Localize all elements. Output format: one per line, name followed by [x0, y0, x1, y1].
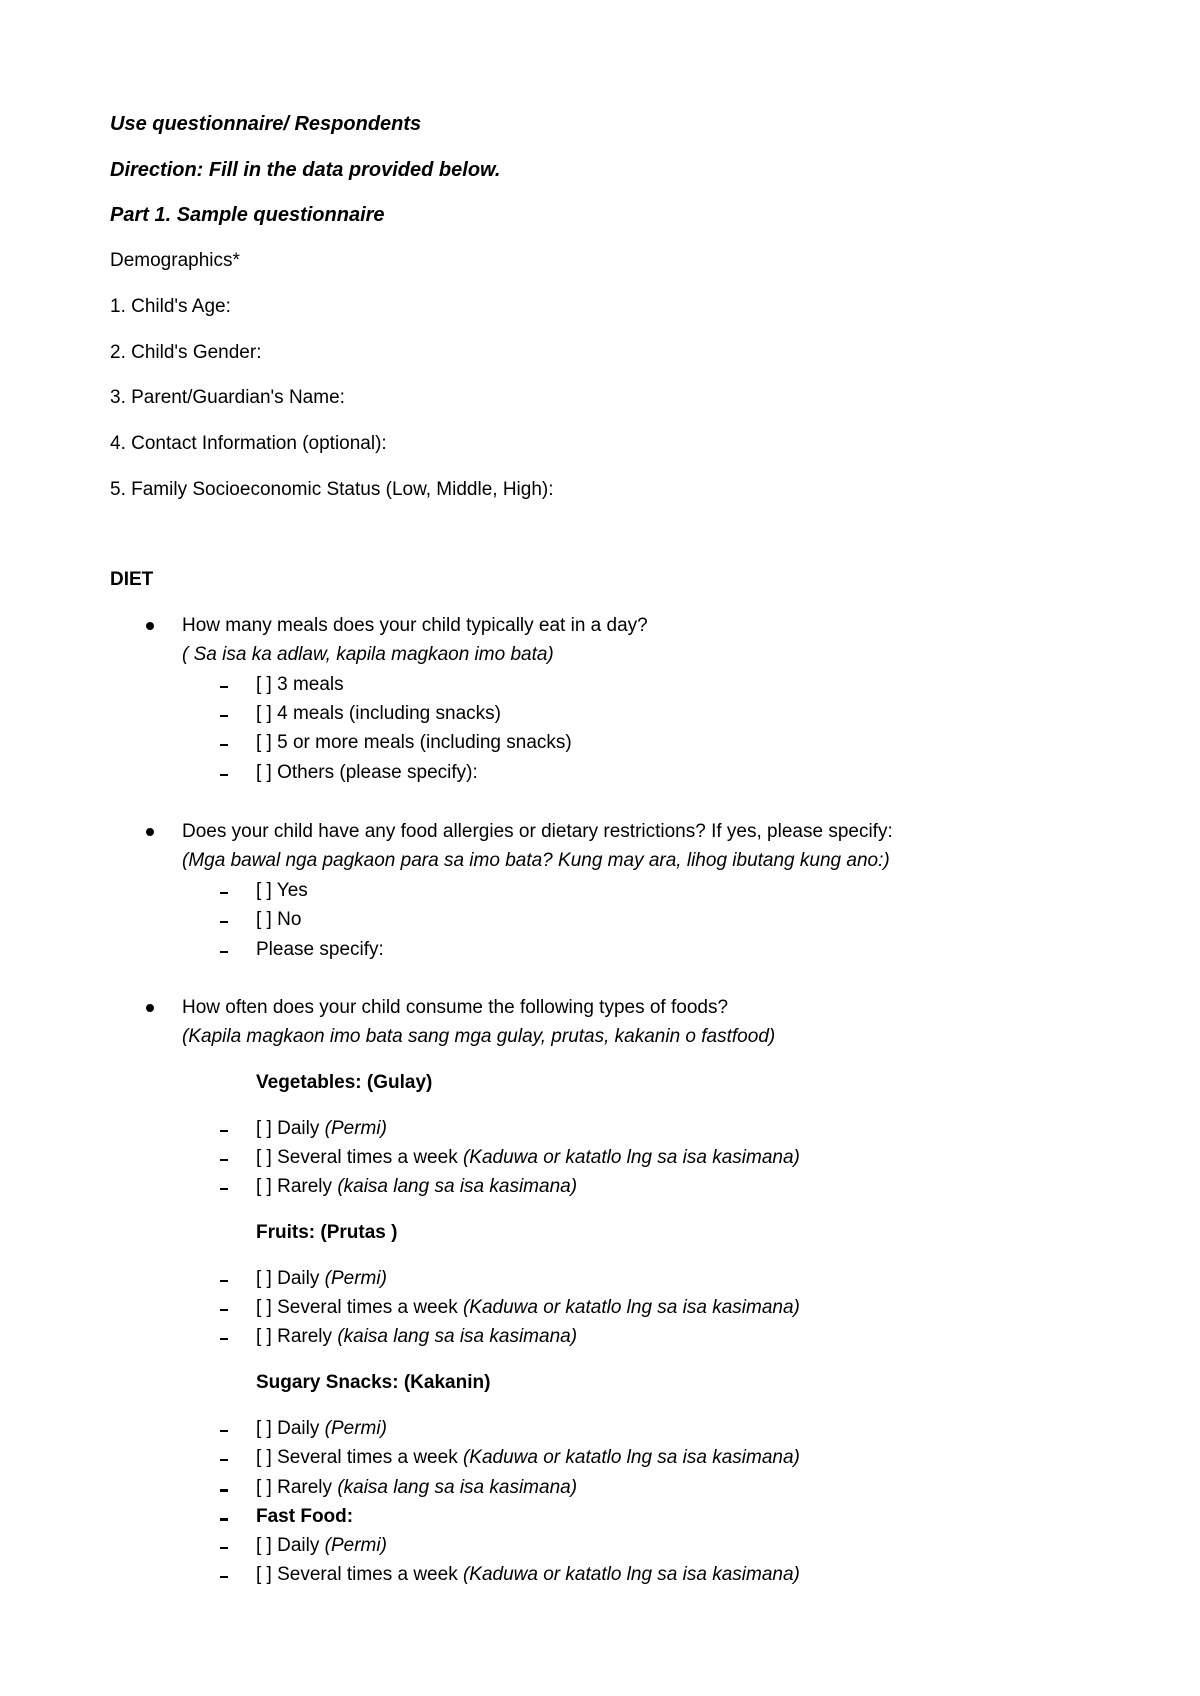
- option-translation: (kaisa lang sa isa kasimana): [337, 1326, 578, 1347]
- demographics-item: 3. Parent/Guardian's Name:: [110, 387, 345, 408]
- option-text: [ ] 3 meals: [256, 674, 344, 695]
- question-translation: (Kapila magkaon imo bata sang mga gulay, prutas, kakanin o fastfood): [182, 1026, 776, 1047]
- frequency-option: [256, 1296, 800, 1320]
- option-text: [ ] Several times a week: [256, 1447, 463, 1468]
- food-category-heading: Fruits: (Prutas ): [256, 1222, 398, 1243]
- dash-icon: [220, 1280, 228, 1282]
- dash-icon: [220, 1338, 228, 1340]
- option-text: [ ] Daily: [256, 1118, 325, 1139]
- dash-icon: [220, 951, 228, 953]
- option-translation: (Kaduwa or katatlo lng sa isa kasimana): [462, 1147, 800, 1168]
- diet-heading: DIET: [110, 569, 154, 590]
- food-category-heading: Vegetables: (Gulay): [256, 1072, 433, 1093]
- dash-icon: [220, 1518, 228, 1521]
- frequency-option: [256, 1146, 800, 1170]
- frequency-option: [256, 1117, 387, 1141]
- frequency-option: [256, 1417, 387, 1441]
- dash-icon: [220, 715, 228, 717]
- frequency-option: [256, 1476, 577, 1500]
- option-text: [ ] Daily: [256, 1535, 325, 1556]
- dash-icon: [220, 1159, 228, 1161]
- question-text: Does your child have any food allergies or dietary restrictions? If yes, please specify:: [182, 821, 893, 842]
- dash-icon: [220, 892, 228, 894]
- food-category-heading: Sugary Snacks: (Kakanin): [256, 1372, 491, 1393]
- dash-icon: [220, 686, 228, 688]
- demographics-item: 1. Child's Age:: [110, 296, 231, 317]
- question-text: How often does your child consume the following types of foods?: [182, 997, 729, 1018]
- dash-icon: [220, 921, 228, 923]
- option-text: Please specify:: [256, 939, 384, 960]
- document-title: Use questionnaire/ Respondents: [110, 113, 422, 135]
- bullet-icon: [146, 828, 154, 836]
- part-heading: Part 1. Sample questionnaire: [110, 204, 385, 226]
- demographics-heading: Demographics*: [110, 250, 240, 271]
- dash-icon: [220, 1430, 228, 1432]
- option-translation: (kaisa lang sa isa kasimana): [337, 1477, 578, 1498]
- question-text: How many meals does your child typically eat in a day?: [182, 615, 648, 636]
- bullet-icon: [146, 622, 154, 630]
- option-translation: (Permi): [324, 1418, 387, 1439]
- option-text: [ ] Rarely: [256, 1326, 338, 1347]
- option-text: [ ] Daily: [256, 1268, 325, 1289]
- demographics-item: 4. Contact Information (optional):: [110, 433, 387, 454]
- frequency-option: [256, 1534, 387, 1558]
- dash-icon: [220, 1130, 228, 1132]
- frequency-option: [256, 1446, 800, 1470]
- question-translation: (Mga bawal nga pagkaon para sa imo bata? Kung may ara, lihog ibutang kung ano:): [182, 850, 890, 871]
- option-text: [ ] Several times a week: [256, 1564, 463, 1585]
- dash-icon: [220, 774, 228, 776]
- option-translation: (Permi): [324, 1535, 387, 1556]
- option-text: [ ] Yes: [256, 880, 308, 901]
- option-text: [ ] Several times a week: [256, 1297, 463, 1318]
- bullet-icon: [146, 1004, 154, 1012]
- dash-icon: [220, 1489, 228, 1492]
- direction-text: Direction: Fill in the data provided below.: [110, 159, 501, 181]
- option-translation: (Permi): [324, 1118, 387, 1139]
- demographics-item: 5. Family Socioeconomic Status (Low, Middle, High):: [110, 479, 554, 500]
- option-text: [ ] Rarely: [256, 1477, 338, 1498]
- dash-icon: [220, 1309, 228, 1311]
- frequency-option: [256, 1175, 577, 1199]
- option-text: [ ] Rarely: [256, 1176, 338, 1197]
- option-translation: (Permi): [324, 1268, 387, 1289]
- frequency-option: [256, 1563, 800, 1587]
- option-text: [ ] Several times a week: [256, 1147, 463, 1168]
- option-text: [ ] 4 meals (including snacks): [256, 703, 501, 724]
- option-text: [ ] Daily: [256, 1418, 325, 1439]
- option-translation: (Kaduwa or katatlo lng sa isa kasimana): [462, 1297, 800, 1318]
- option-translation: (Kaduwa or katatlo lng sa isa kasimana): [462, 1564, 800, 1585]
- demographics-item: 2. Child's Gender:: [110, 342, 262, 363]
- food-category-heading: Fast Food:: [256, 1506, 354, 1527]
- frequency-option: [256, 1325, 577, 1349]
- dash-icon: [220, 1188, 228, 1190]
- dash-icon: [220, 744, 228, 746]
- dash-icon: [220, 1576, 228, 1578]
- option-text: [ ] 5 or more meals (including snacks): [256, 732, 572, 753]
- question-translation: ( Sa isa ka adlaw, kapila magkaon imo bata): [182, 644, 554, 665]
- dash-icon: [220, 1547, 228, 1549]
- option-translation: (kaisa lang sa isa kasimana): [337, 1176, 578, 1197]
- option-text: [ ] No: [256, 909, 302, 930]
- option-translation: (Kaduwa or katatlo lng sa isa kasimana): [462, 1447, 800, 1468]
- frequency-option: [256, 1267, 387, 1291]
- dash-icon: [220, 1459, 228, 1461]
- option-text: [ ] Others (please specify):: [256, 762, 478, 783]
